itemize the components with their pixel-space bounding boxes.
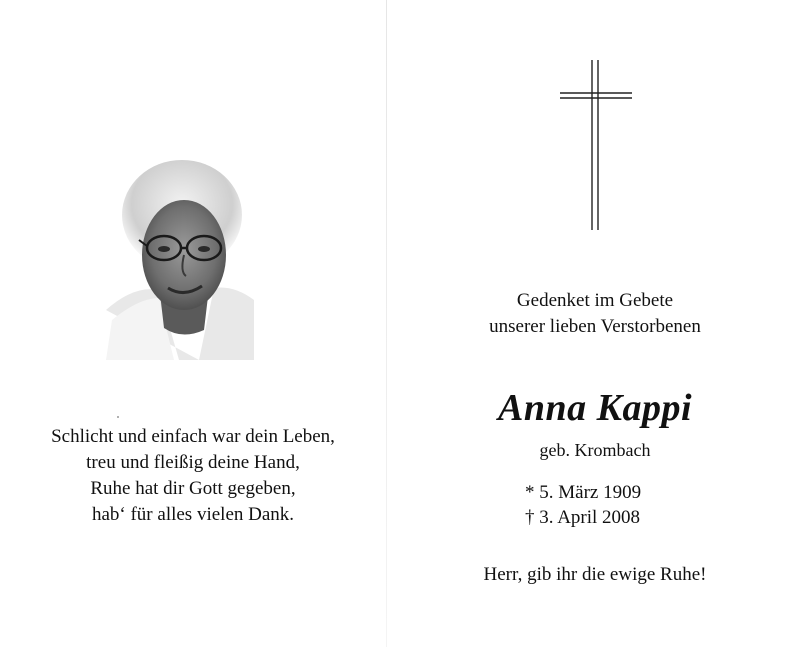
- cross-icon: [558, 58, 634, 232]
- deceased-name: Anna Kappi: [497, 387, 693, 429]
- poem: [0, 424, 386, 528]
- prayer-text: [400, 288, 790, 340]
- closing-prayer: Herr, gib ihr die ewige Ruhe!: [483, 564, 707, 585]
- poem-line: treu und fleißig deine Hand,: [86, 452, 300, 473]
- birth-date: * 5. März 1909: [525, 482, 642, 503]
- portrait-photo: [104, 160, 254, 360]
- prayer-line: unserer lieben Verstorbenen: [489, 316, 701, 337]
- print-speck: [117, 416, 119, 418]
- poem-line: hab‘ für alles vielen Dank.: [91, 504, 295, 525]
- life-dates: [400, 480, 790, 530]
- fold-line: [386, 0, 387, 647]
- maiden-name: geb. Krombach: [539, 440, 651, 460]
- death-date: † 3. April 2008: [525, 507, 641, 528]
- prayer-line: Gedenket im Gebete: [516, 290, 674, 311]
- poem-line: Ruhe hat dir Gott gegeben,: [90, 478, 296, 499]
- poem-line: Schlicht und einfach war dein Leben,: [51, 426, 335, 447]
